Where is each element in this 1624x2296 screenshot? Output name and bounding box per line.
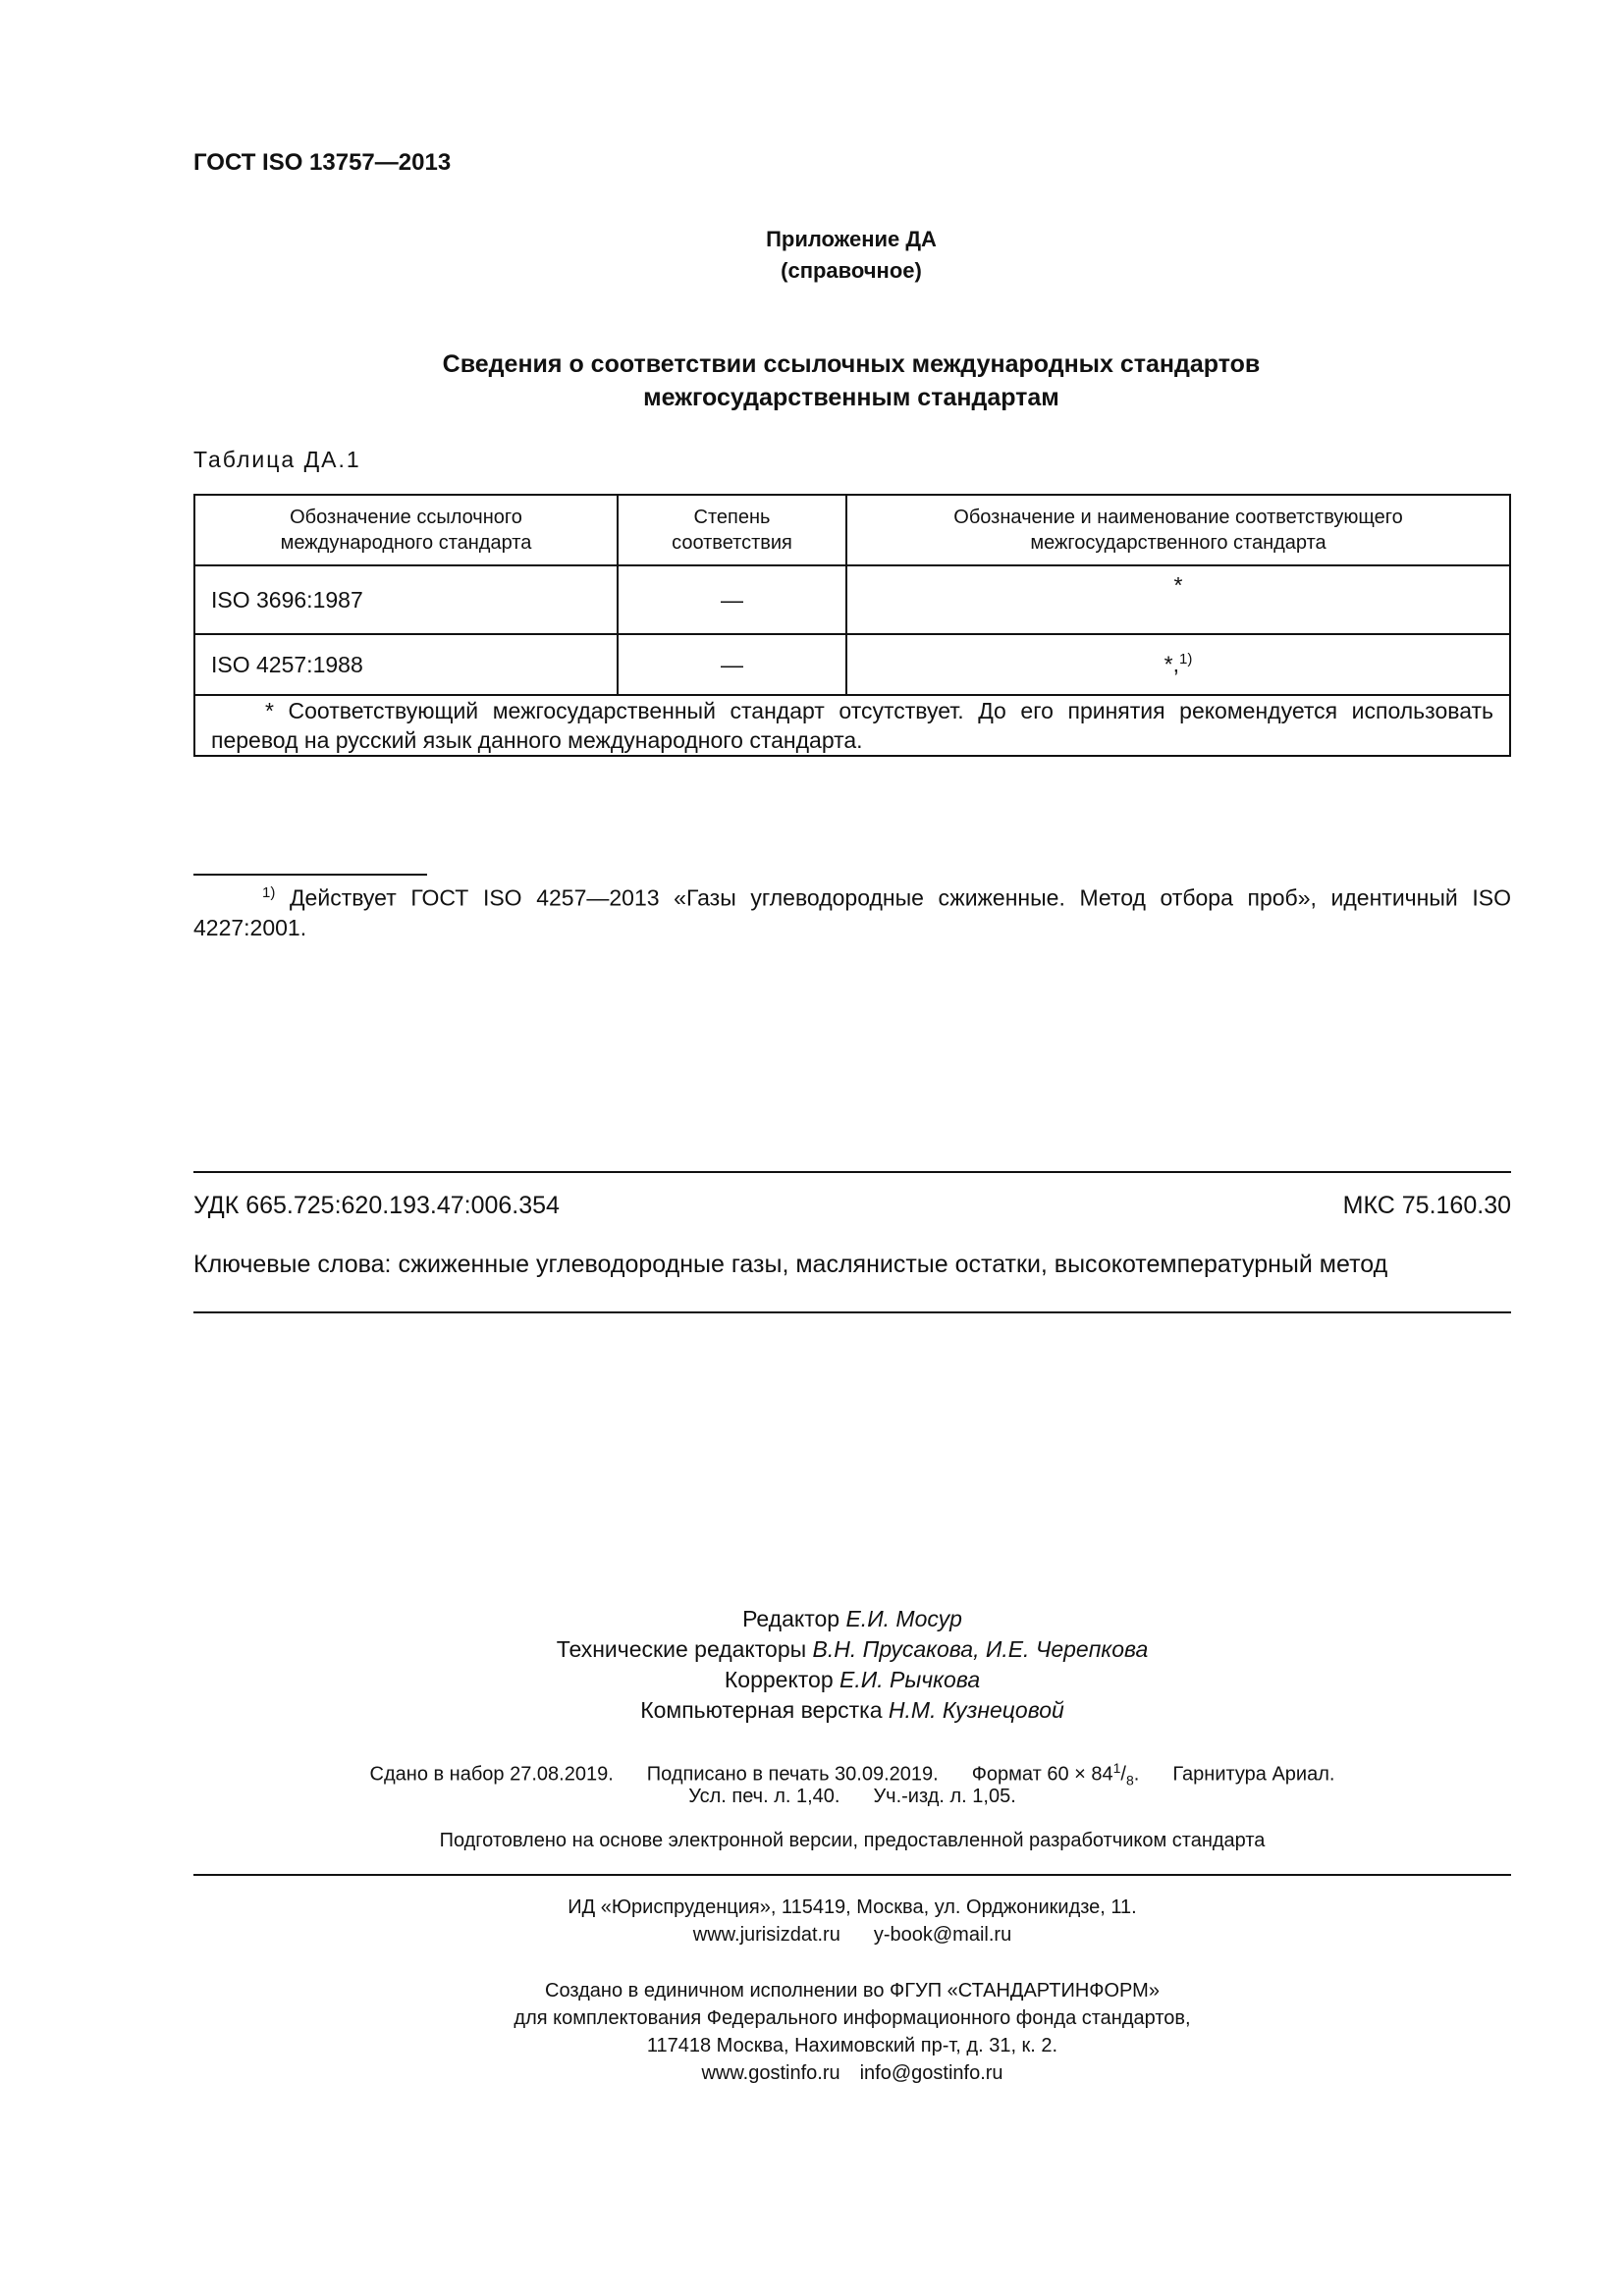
creator-line1: Создано в единичном исполнении во ФГУП «СТАНДАРТИНФОРМ» — [545, 1980, 1160, 2002]
creator-line2: для комплектования Федерального информационного фонда стандартов, — [514, 2007, 1191, 2029]
section-title-line1: Сведения о соответствии ссылочных международных стандартов — [442, 350, 1261, 378]
document-header: ГОСТ ISO 13757—2013 — [193, 149, 452, 176]
table-note: * Соответствующий межгосударственный стандарт отсутствует. До его принятия рекомендуется использовать перевод на русский язык данного международного стандарта. — [194, 695, 1510, 756]
table-caption: Таблица ДА.1 — [193, 447, 361, 472]
header-reference-standard: Обозначение ссылочного международного стандарта — [194, 495, 618, 565]
publisher-rule — [193, 1874, 1511, 1876]
footnote-ref: 1) — [1179, 651, 1193, 668]
table-header-row — [194, 495, 1510, 565]
classification-bottom-rule — [193, 1311, 1511, 1313]
cell-standard: ISO 3696:1987 — [194, 565, 618, 634]
cell-mark: *,$^{1)}$ — [846, 634, 1510, 695]
footnote-mark: 1) — [262, 884, 276, 901]
annex-kind: (справочное) — [781, 258, 922, 283]
footnote: $^{1)}$ Действует ГОСТ ISO 4257—2013 «Газы углеводородные сжиженные. Метод отбора проб», идентичный ISO 4227:2001. — [193, 884, 1511, 940]
imprint-line2: Усл. печ. л. 1,40. Уч.-изд. л. 1,05. — [688, 1786, 1016, 1807]
classification-top-rule — [193, 1171, 1511, 1173]
publisher-site: www.jurisizdat.ru — [692, 1924, 840, 1946]
credit-layout: Компьютерная верстка Н.М. Кузнецовой — [640, 1697, 1064, 1723]
creator-site: www.gostinfo.ru — [701, 2062, 840, 2084]
creator-line3: 117418 Москва, Нахимовский пр-т, д. 31, к. 2. — [646, 2035, 1058, 2056]
correspondence-table — [193, 494, 1511, 757]
header-interstate-standard: Обозначение и наименование соответствующего межгосударственного стандарта — [846, 495, 1510, 565]
footnote-divider — [193, 874, 427, 876]
section-title-line2: межгосударственным стандартам — [643, 384, 1059, 411]
credit-tech-editors: Технические редакторы В.Н. Прусакова, И.Е. Черепкова — [556, 1636, 1149, 1662]
creator-email: info@gostinfo.ru — [859, 2062, 1003, 2084]
cell-degree: — — [618, 565, 846, 634]
imprint-prepared: Подготовлено на основе электронной версии, предоставленной разработчиком стандарта — [439, 1830, 1266, 1851]
table-row — [194, 634, 1510, 695]
cell-standard: ISO 4257:1988 — [194, 634, 618, 695]
cell-mark: * — [846, 565, 1510, 634]
keywords: Ключевые слова: сжиженные углеводородные газы, маслянистые остатки, высокотемпературный метод — [193, 1251, 1388, 1278]
annex-title: Приложение ДА — [766, 227, 937, 251]
creator-contacts — [193, 2059, 1511, 2087]
udk-code: УДК 665.725:620.193.47:006.354 — [193, 1192, 560, 1219]
cell-degree: — — [618, 634, 846, 695]
credit-corrector: Корректор Е.И. Рычкова — [724, 1667, 981, 1692]
header-degree: Степень соответствия — [618, 495, 846, 565]
mks-code: МКС 75.160.30 — [1342, 1192, 1511, 1219]
table-row — [194, 565, 1510, 634]
credit-editor: Редактор Е.И. Мосур — [742, 1606, 962, 1631]
publisher-email: y-book@mail.ru — [873, 1924, 1012, 1946]
table-note-row — [194, 695, 1510, 756]
publisher-address: ИД «Юриспруденция», 115419, Москва, ул. Орджоникидзе, 11. — [568, 1896, 1137, 1918]
publisher-contacts — [193, 1921, 1511, 1949]
imprint-line1: Сдано в набор 27.08.2019. Подписано в печать 30.09.2019. Формат $60 \times 84^1/_8$. Гарнитура Ариал. — [369, 1760, 1335, 1789]
